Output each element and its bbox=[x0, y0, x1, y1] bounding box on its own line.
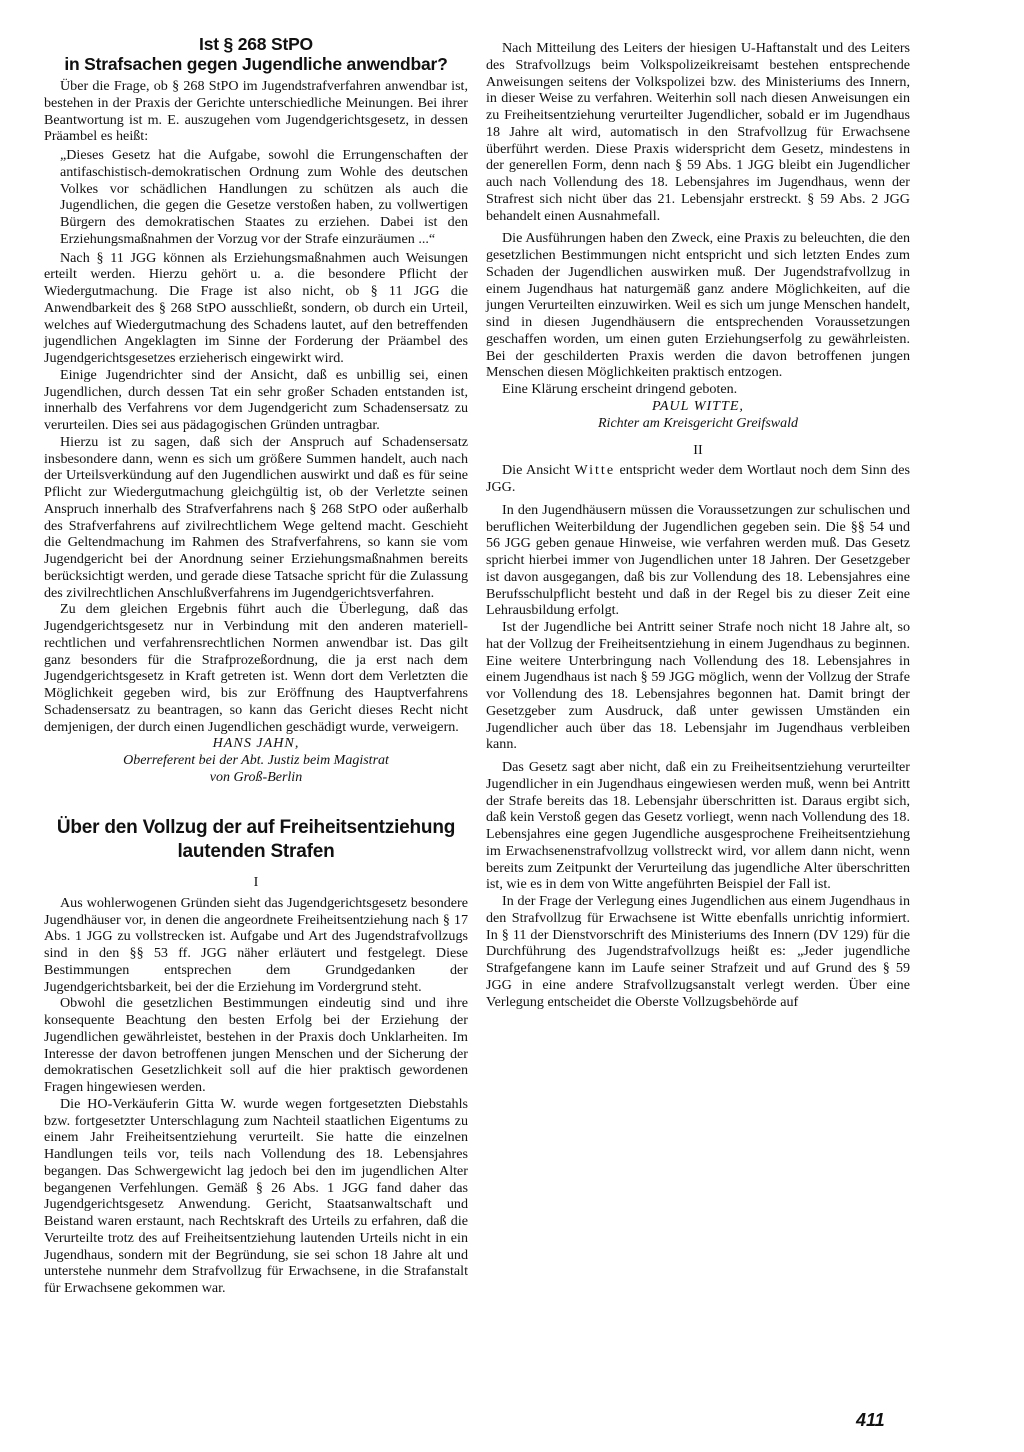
article2-title bbox=[44, 816, 468, 864]
article1-title-line2: in Strafsachen gegen Jugendliche anwendbar? bbox=[64, 54, 448, 74]
article2-paragraph: Obwohl die gesetzlichen Bestimmungen eindeutig sind und ihre konsequente Beachtung den besten Erfolg bei der Erziehung der Jugendlichen gewährleistet, bestehen in der Praxis doch Unklarheiten. Im Interesse der davon betroffenen jungen Menschen und der Sicherung der demokratischen Gesetzlichkeit soll auf die hier praktisch gewordenen Fragen hingewiesen werden. bbox=[44, 995, 468, 1095]
article2-paragraph: Nach Mitteilung des Leiters der hiesigen U-Haftanstalt und des Leiters des Strafvollzugs beim Volkspolizeikreisamt bestehen entsprechende Anweisungen seitens der Volkspolizei bzw. des Ministeriums des Innern, in dieser Weise zu verfahren. Weiterhin soll nach diesen Anweisungen ein zu Freiheitsentziehung verurteilter Jugendlicher, sobald er im Jugendhaus 18 Jahre alt wird, automatisch in den Strafvollzug für Erwachsene überführt werden. Diese Praxis widerspricht dem Gesetz, mindestens in der generellen Form, denn nach § 59 Abs. 1 JGG bleibt ein Jugendlicher auch nach Vollendung des 18. Lebensjahres im Jugendhaus, wenn der Strafrest sich nicht über das 21. Lebensjahr erstreckt. § 59 Abs. 2 JGG behandelt einen Ausnahmefall. bbox=[486, 40, 910, 224]
article1-paragraph: Hierzu ist zu sagen, daß sich der Anspruch auf Schadensersatz insbesondere dann, wenn es sich um größere Summen handelt, auch nach der Urteilsverkündung auf den Jugendlichen auswirkt und daß es für seine Pflicht zur Wiedergutmachung gleichgültig ist, ob der Verletzte seinen Anspruch innerhalb des Strafverfahrens nach § 268 StPO oder außerhalb des Strafverfahrens auf zivilrechtlichem Wege geltend macht. Geschieht die Geltendmachung im Rahmen des Strafverfahrens, so kann sie vom Jugendgericht bei der Anordnung seiner Erziehungsmaßnahmen bereits berücksichtigt werden, und gerade diese Tatsache spricht für die Zulassung des zivilrechtlichen Anschlußverfahrens im Jugendgerichtsverfahren. bbox=[44, 433, 468, 601]
article2-title-line1: Über den Vollzug der auf Freiheitsentziehung bbox=[56, 817, 456, 838]
witte-lead-text: Die Ansicht bbox=[502, 462, 570, 479]
section-number-two: II bbox=[693, 441, 703, 458]
article2-paragraph: In den Jugendhäusern müssen die Voraussetzungen zur schulischen und beruflichen Weiterbildung der Jugendlichen gegeben sein. Die §§ 54 und 56 JGG geben genaue Hinweise, wie verfahren werden muß. Das Gesetz spricht hierbei immer von Jugendlichen unter 18 Jahren. Der Gesetzgeber ist davon ausgegangen, daß bis zur Vollendung des 18. Lebensjahres eine Berufsschulpflicht besteht und daß in der Regel bis zu dieser Zeit eine Lehrausbildung erfolgt. bbox=[486, 501, 910, 619]
article2-paragraph: Das Gesetz sagt aber nicht, daß ein zu Freiheitsentziehung verurteilter Jugendlicher in ein Jugendhaus eingewiesen werden muß, wenn bei Antritt der Strafe bereits das 18. Lebensjahr überschritten ist. Daraus ergibt sich, daß kein Verstoß gegen das Gesetz vorliegt, wenn nach Vollendung des 18. Lebensjahres eine gegen Jugendliche ausgesprochene Freiheitsentziehung im Erwachsenenstrafvollzug vollstreckt wird, vor allem dann nicht, wenn bereits zum Zeitpunkt der Verurteilung das jugendliche Alter überschritten ist, wie es in dem von Witte angeführten Beispiel der Fall ist. bbox=[486, 759, 910, 893]
article1-paragraph: Über die Frage, ob § 268 StPO im Jugendstrafverfahren anwendbar ist, bestehen in der Praxis der Gerichte unterschiedliche Meinungen. Bei ihrer Beantwortung ist m. E. auszugehen vom Jugendgerichtsgesetz, in dessen Präambel es heißt: bbox=[44, 78, 468, 145]
article2-paragraph: Die HO-Verkäuferin Gitta W. wurde wegen fortgesetzten Diebstahls bzw. fortgesetzter Unterschlagung zum Nachteil staatlichen Eigentums zu einem Jahr Freiheitsentziehung verurteilt. Sie hatte die einzelnen Handlungen teils vor, teils nach Vollendung des 18. Lebensjahres begangen. Das Schwergewicht lag jedoch bei den im jugendlichen Alter begangenen Verfehlungen. Gemäß § 26 Abs. 1 JGG fand daher das Jugendgerichtsgesetz Anwendung. Gericht, Staatsanwaltschaft und Beistand waren erstaunt, nach Rechtskraft des Urteils zu erfahren, daß die Verurteilte trotz des auf Freiheitsentziehung lautenden Urteils nicht in ein Jugendhaus, sondern mit der Begründung, sie sei schon 18 Jahre alt und unterstehe nunmehr dem Strafvollzug für Erwachsene, in die Strafanstalt für Erwachsene gekommen war. bbox=[44, 1095, 468, 1296]
article1-author: HANS JAHN, bbox=[212, 735, 300, 752]
article2-title-line2: lautenden Strafen bbox=[177, 841, 335, 862]
article1-title-line1: Ist § 268 StPO bbox=[199, 34, 313, 54]
article1-author-role-line2: von Groß-Berlin bbox=[209, 770, 303, 785]
article1-paragraph: Zu dem gleichen Ergebnis führt auch die Überlegung, daß das Jugendgerichtsgesetz nur in Verbindung mit den anderen materiell-rechtlichen und verfahrensrechtlichen Normen anwendbar ist. Das gilt ganz besonders für die Strafprozeßordnung, die ja erst nach dem Jugendgerichtsgesetz in Kraft getreten ist. Wenn dort dem Verletzten die Möglichkeit gegeben wird, bis zur Eröffnung des Hauptverfahrens Schadensersatz zu beantragen, so kann das Gericht dieses Recht nicht demjenigen, der durch einen Jugendlichen geschädigt wurde, verweigern. bbox=[44, 601, 468, 735]
section-number-one: I bbox=[253, 874, 259, 890]
article2-paragraph bbox=[486, 462, 910, 496]
article1-quote: „Dieses Gesetz hat die Aufgabe, sowohl die Errungenschaften der antifaschistisch-demokratischen Ordnung zum Wohle des deutschen Volkes vor schädlichen Handlungen zu schützen als auch die Jugendlichen, die gegen die Gesetze verstoßen haben, zu vollwertigen Bürgern des demokratischen Staates zu erziehen. Dabei ist den Erziehungsmaßnahmen der Vorzug vor der Strafe einzuräumen ...“ bbox=[60, 147, 468, 247]
article1-title bbox=[44, 34, 468, 74]
article2-paragraph: Aus wohlerwogenen Gründen sieht das Jugendgerichtsgesetz besondere Jugendhäuser vor, in denen die angeordnete Freiheitsentziehung nach § 17 Abs. 1 JGG zu vollstrecken ist. Aufgabe und Art des Jugendstrafvollzugs sind in den §§ 53 ff. JGG näher erläutert und festgelegt. Diese Bestimmungen entsprechen dem Grundgedanken der Jugendgerichtsbarkeit, bei der die Erziehung im Vordergrund steht. bbox=[44, 894, 468, 995]
witte-trailing-text: entspricht weder dem Wortlaut noch dem Sinn des JGG. bbox=[486, 462, 910, 495]
left-column bbox=[44, 34, 468, 1297]
article2-paragraph: Die Ausführungen haben den Zweck, eine Praxis zu beleuchten, die den gesetzlichen Bestimmungen nicht entspricht und sich letzten Endes zum Schaden der Jugendlichen auswirken muß. Der Jugendstrafvollzug in einem Jugendhaus hat naturgemäß ganz andere Möglichkeiten, auf die jungen Verurteilten einzuwirken. Weil es sich um junge Menschen handelt, sind in diesen Jugendhäusern die entsprechenden Voraussetzungen geschaffen worden, um einen guten Erziehungserfolg zu gewährleisten. Bei der geschilderten Praxis werden die davon betroffenen jungen Menschen diesen Möglichkeiten praktisch entzogen. bbox=[486, 230, 910, 381]
right-column bbox=[486, 34, 910, 1010]
article1-author-role-line1: Oberreferent bei der Abt. Justiz beim Magistrat bbox=[123, 753, 389, 768]
article1-paragraph: Einige Jugendrichter sind der Ansicht, daß es unbillig sei, einen Jugendlichen, durch dessen Tat ein sehr großer Schaden entstanden ist, innerhalb des Verfahrens vor dem Jugendgericht zum Schadensersatz zu verurteilen. Dies sei aus pädagogischen Gründen untragbar. bbox=[44, 366, 468, 433]
article2-paragraph: In der Frage der Verlegung eines Jugendlichen aus einem Jugendhaus in den Strafvollzug für Erwachsene ist Witte ebenfalls unrichtig informiert. In § 11 der Dienstvorschrift des Ministeriums des Innern (DV 129) für die Durchführung des Jugendstrafvollzugs heißt es: „Jeder jugendliche Strafgefangene kann im Laufe seiner Strafzeit und auf Grund des § 59 JGG in eine andere Strafvollzugsanstalt verlegt werden. Über eine Verlegung entscheidet die Oberste Vollzugsbehörde auf bbox=[486, 893, 910, 1010]
article2-paragraph: Eine Klärung erscheint dringend geboten. bbox=[502, 381, 738, 397]
article1-paragraph: Nach § 11 JGG können als Erziehungsmaßnahmen auch Weisungen erteilt werden. Hierzu gehört u. a. die besondere Pflicht der Wiedergutmachung. Die Frage ist also nicht, ob § 11 JGG die Anwendbarkeit des § 268 StPO ausschließt, sondern, ob durch ein Urteil, welches auf Wiedergutmachung des Schadens lautet, auf den betreffenden jugendlichen Angeklagten im Sinne der Forderung der Präambel des Jugendgerichtsgesetzes erzieherisch eingewirkt wird. bbox=[44, 249, 468, 366]
article2-author: PAUL WITTE, bbox=[652, 397, 744, 414]
page-number: 411 bbox=[856, 1410, 885, 1430]
witte-name-spaced: Witte bbox=[574, 462, 616, 479]
article2-author-role: Richter am Kreisgericht Greifswald bbox=[598, 415, 798, 431]
article2-paragraph: Ist der Jugendliche bei Antritt seiner Strafe noch nicht 18 Jahre alt, so hat der Vollzug der Freiheitsentziehung in einem Jugendhaus zu beginnen. Eine weitere Unterbringung nach Vollendung des 18. Lebensjahres in einem Jugendhaus ist nach § 59 JGG möglich, wenn der Vollzug der Strafe vor Vollendung des 18. Lebensjahres begonnen hat. Damit bringt der Gesetzgeber zum Ausdruck, daß unter gewissen Umständen ein Jugendlicher auch über das 18. Lebensjahr im Jugendhaus verbleiben kann. bbox=[486, 619, 910, 753]
